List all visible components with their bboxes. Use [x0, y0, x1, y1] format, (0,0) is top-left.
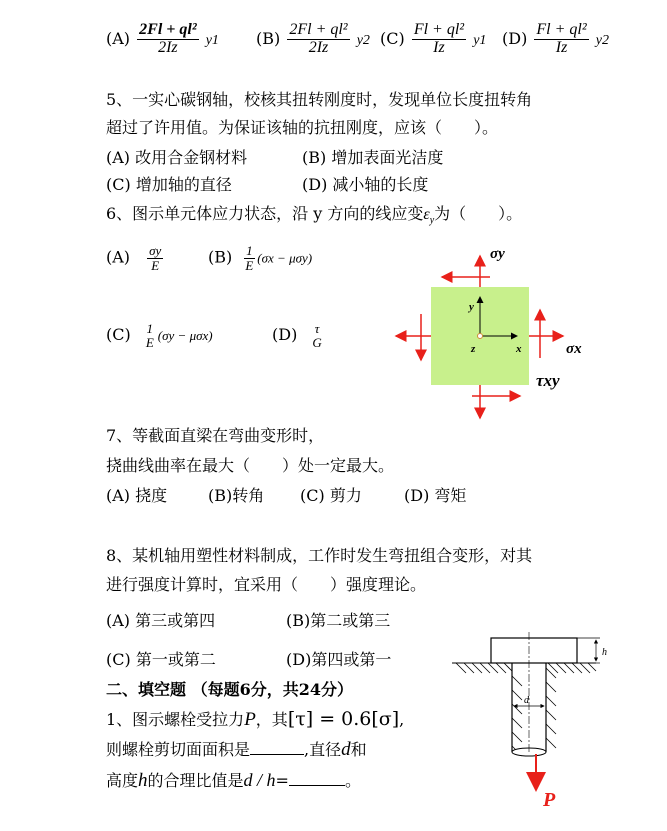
axis-x-label: x: [516, 343, 522, 355]
q4-c-fraction: $\frac{\text{Fl + ql²}}{Iz}$: [413, 21, 465, 56]
q6-stem: 6、图示单元体应力状态，沿 y 方向的线应变$\varepsilon_y$为（ ）。: [106, 204, 523, 227]
q5-option-a: (A) 改用合金钢材料: [106, 148, 248, 167]
fill1-line3: 高度h的合理比值是d / h= 。: [106, 770, 361, 791]
q4-option-a: (A) $\frac{\text{2Fl + ql²}}{2Iz}$ y1: [106, 21, 219, 56]
q7-stem-line2: 挠曲线曲率在最大（ ）处一定最大。: [106, 456, 395, 475]
q5-option-d: (D) 减小轴的长度: [302, 175, 429, 194]
q8-stem-line1: 8、某机轴用塑性材料制成，工作时发生弯扭组合变形，对其: [106, 546, 533, 565]
q6-option-d: (D) τ G: [272, 321, 322, 350]
q8-stem-line2: 进行强度计算时，宜采用（ ）强度理论。: [106, 575, 427, 594]
q7-stem-line1: 7、等截面直梁在弯曲变形时，: [106, 426, 325, 445]
q5-option-b: (B) 增加表面光洁度: [302, 148, 444, 167]
sigma-x-label: σx: [566, 341, 582, 357]
q6-option-b: (B) $\frac{1}{E}$ (σx − μσy): [208, 243, 313, 273]
q4-b-fraction: $\frac{\text{2Fl + ql²}}{2Iz}$: [289, 21, 348, 56]
dim-d-label: d: [524, 695, 529, 706]
dim-h-label: h: [602, 647, 607, 658]
axis-z-label: z: [471, 343, 476, 355]
sigma-y-label: σy: [490, 246, 505, 262]
fill1-blank-ratio[interactable]: [289, 771, 345, 786]
axis-origin: [478, 334, 483, 339]
q7-option-d: (D) 弯矩: [404, 486, 467, 505]
q4-a-fraction: $\frac{\text{2Fl + ql²}}{2Iz}$: [139, 21, 197, 56]
force-p-label: P: [543, 789, 556, 811]
q5-option-c: (C) 增加轴的直径: [106, 175, 232, 194]
q6-option-c: (C) 1 E (σy − μσx): [106, 321, 213, 350]
q7-option-b: (B)转角: [208, 486, 265, 505]
fill1-line2: 则螺栓剪切面面积是 ,直径d和: [106, 739, 367, 760]
q8-option-c: (C) 第一或第二: [106, 650, 216, 669]
q7-option-a: (A) 挠度: [106, 486, 168, 505]
tau-xy-label: τxy: [536, 371, 560, 390]
q4-option-b: (B) $\frac{\text{2Fl + ql²}}{2Iz}$ y2: [256, 21, 370, 56]
q5-stem-line2: 超过了许用值。为保证该轴的抗扭刚度，应该（ ）。: [106, 118, 499, 137]
bolt-head: [491, 638, 577, 663]
q6-option-a: (A) $\frac{\sigma y}{E}$: [106, 243, 162, 273]
fill1-blank-area[interactable]: [250, 740, 304, 755]
plate-hatch-right: [546, 663, 596, 748]
q8-option-d: (D)第四或第一: [286, 650, 392, 669]
q4-option-c: (C) $\frac{\text{Fl + ql²}}{Iz}$ y1: [380, 21, 487, 56]
axis-y-label: y: [469, 301, 474, 313]
q4-option-d: (D) $\frac{\text{Fl + ql²}}{Iz}$ y2: [502, 21, 609, 56]
section-title-fill-in: 二、填空题 （每题6分，共24分）: [106, 680, 354, 699]
q8-option-b: (B)第二或第三: [286, 611, 391, 630]
q4-d-fraction: $\frac{\text{Fl + ql²}}{Iz}$: [536, 21, 587, 56]
q7-option-c: (C) 剪力: [300, 486, 362, 505]
fill1-line1: 1、图示螺栓受拉力P，其[τ] = 0.6[σ],: [106, 708, 405, 730]
q5-stem-line1: 5、一实心碳钢轴，校核其扭转刚度时，发现单位长度扭转角: [106, 90, 533, 109]
bolt-figure: [448, 628, 628, 814]
stress-element-figure: [380, 228, 600, 428]
q8-option-a: (A) 第三或第四: [106, 611, 216, 630]
